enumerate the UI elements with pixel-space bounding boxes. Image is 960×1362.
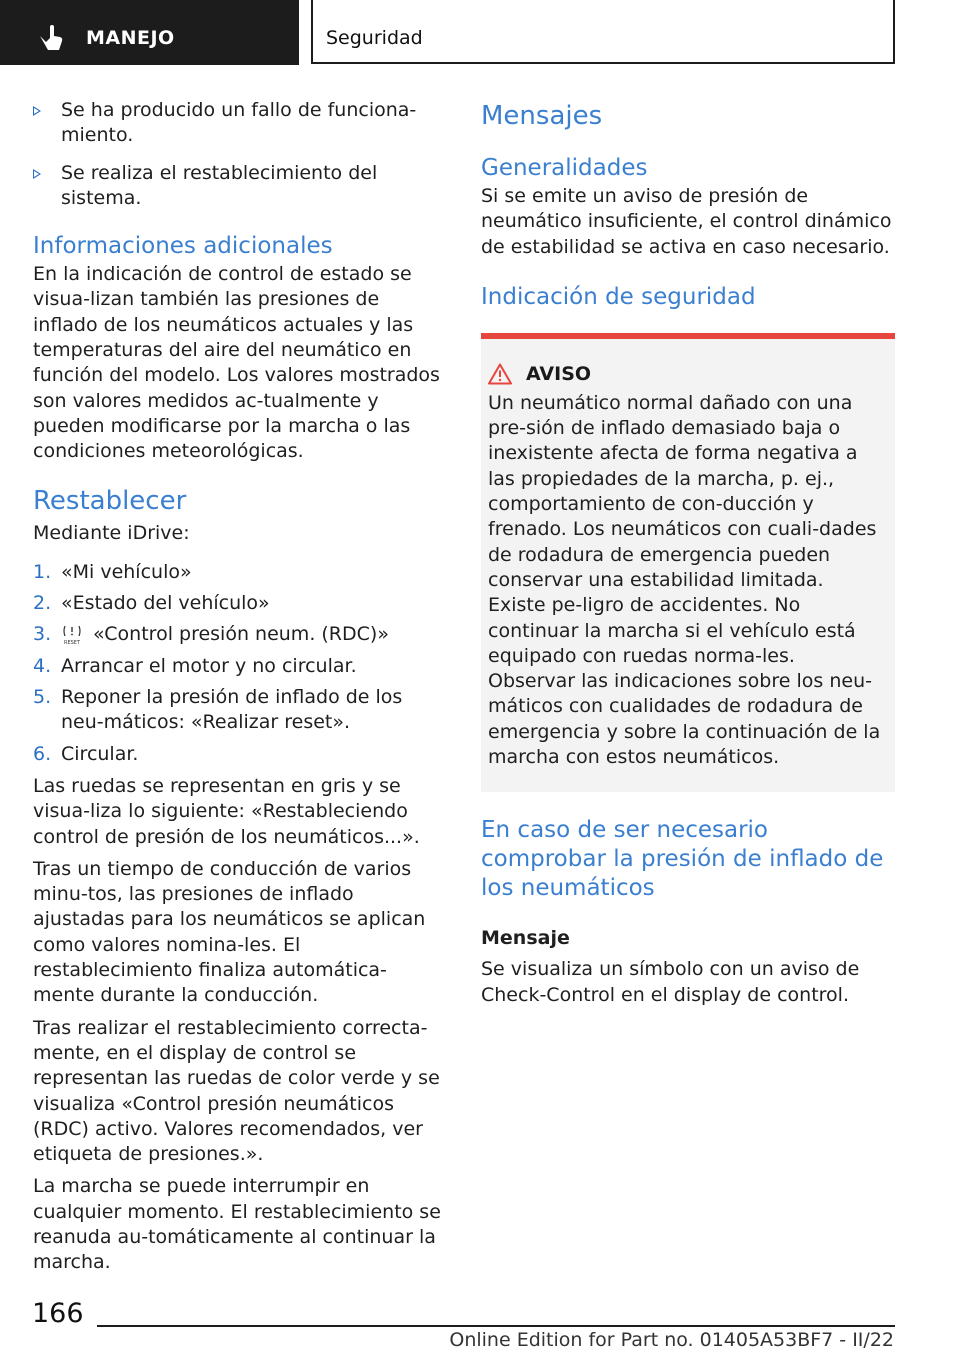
message-paragraph: Se visualiza un símbolo con un aviso de Check-Control en el display de control. bbox=[481, 958, 860, 1006]
left-column bbox=[33, 97, 447, 1276]
paragraph: Las ruedas se representan en gris y se visua-liza lo siguiente: «Restableciendo control de presión de los neumáticos...». bbox=[33, 774, 420, 848]
step-number: 3. bbox=[33, 623, 52, 646]
step-text: «Mi vehículo» bbox=[61, 560, 192, 583]
step-item bbox=[33, 560, 447, 585]
step-text: Arrancar el motor y no circular. bbox=[61, 654, 357, 677]
paragraph: La marcha se puede interrumpir en cualquier momento. El restablecimiento se reanuda au-tomáticamente al continuar la marcha. bbox=[33, 1175, 441, 1274]
step-item bbox=[33, 654, 447, 679]
messages-heading: Mensajes bbox=[481, 101, 603, 131]
general-heading: Generalidades bbox=[481, 155, 648, 181]
step-text: Reponer la presión de inflado de los neu-máticos: «Realizar reset». bbox=[61, 686, 403, 734]
reset-intro: Mediante iDrive: bbox=[33, 521, 190, 544]
step-text: «Estado del vehículo» bbox=[61, 592, 270, 615]
reset-icon-text: RESET bbox=[63, 639, 81, 646]
section-tab bbox=[0, 0, 299, 65]
steering-hand-icon bbox=[36, 24, 66, 52]
subsection-tab bbox=[311, 0, 895, 64]
step-text: Circular. bbox=[61, 742, 139, 765]
step-text bbox=[61, 622, 447, 647]
section-title: MANEJO bbox=[86, 27, 175, 49]
step-item bbox=[33, 622, 447, 647]
step-text-label: «Control presión neum. (RDC)» bbox=[93, 623, 389, 646]
warning-label: AVISO bbox=[526, 362, 592, 385]
bullet-text: Se realiza el restablecimiento del sistema. bbox=[61, 161, 378, 209]
subsection-title: Seguridad bbox=[326, 27, 423, 49]
message-heading: Mensaje bbox=[481, 927, 570, 950]
triangle-bullet-icon bbox=[33, 169, 41, 179]
step-item bbox=[33, 685, 447, 736]
step-number: 1. bbox=[33, 560, 52, 583]
general-paragraph: Si se emite un aviso de presión de neumático insuficiente, el control dinámico de estabilidad se activa en caso necesario. bbox=[481, 185, 892, 258]
bullet-item bbox=[33, 98, 447, 149]
step-item bbox=[33, 591, 447, 616]
bullet-item bbox=[33, 161, 447, 212]
step-number: 6. bbox=[33, 742, 52, 765]
page-number: 166 bbox=[32, 1298, 84, 1329]
warning-box bbox=[481, 339, 895, 792]
safety-heading: Indicación de seguridad bbox=[481, 283, 756, 310]
reset-heading: Restablecer bbox=[33, 485, 187, 516]
warning-triangle-icon bbox=[488, 363, 512, 385]
tire-reset-icon bbox=[61, 624, 83, 646]
bullet-text: Se ha producido un fallo de funciona- miento. bbox=[61, 99, 417, 147]
step-number: 5. bbox=[33, 686, 52, 709]
step-number: 2. bbox=[33, 592, 52, 615]
warning-text: Un neumático normal dañado con una pre-sión de inflado demasiado baja o inexistente afecta de forma negativa a las propiedades de la marcha, p. ej., comportamiento de con-ducción y frenado. Los neumáticos con cuali-dades de rodadura de emergencia pueden conservar una estabilidad limitada. Existe pe-ligro de accidentes. No continuar la marcha si el vehículo está equipado con ruedas norma-les. Observar las indicaciones sobre los neu-máticos con cualidades de rodadura de emergencia y sobre la continuación de la marcha con estos neumáticos. bbox=[488, 391, 881, 769]
paragraph: Tras realizar el restablecimiento correcta-mente, en el display de control se representan las ruedas de color verde y se visualiza «Control presión neumáticos (RDC) activo. Valores recomendados, ver etiqueta de presiones.». bbox=[33, 1016, 440, 1166]
info-paragraph: En la indicación de control de estado se visua-lizan también las presiones de inflado de los neumáticos actuales y las temperaturas del aire del neumático en función del modelo. Los valores mostrados son valores medidos ac-tualmente y pueden modificarse por la marcha o las condiciones meteorológicas. bbox=[33, 263, 440, 463]
footer-rule bbox=[97, 1325, 895, 1327]
footer-edition: Online Edition for Part no. 01405A53BF7 - II/22 bbox=[449, 1329, 894, 1351]
info-heading: Informaciones adicionales bbox=[33, 233, 333, 260]
triangle-bullet-icon bbox=[33, 106, 41, 116]
step-number: 4. bbox=[33, 654, 52, 677]
right-column bbox=[481, 97, 895, 1008]
paragraph: Tras un tiempo de conducción de varios minu-tos, las presiones de inflado ajustadas para los neumáticos se aplican como valores nomina-les. El restablecimiento finaliza automática-mente durante la conducción. bbox=[33, 857, 426, 1007]
check-heading: En caso de ser necesario comprobar la presión de inflado de los neumáticos bbox=[481, 817, 884, 902]
warning-header bbox=[488, 363, 885, 385]
step-item bbox=[33, 742, 447, 767]
